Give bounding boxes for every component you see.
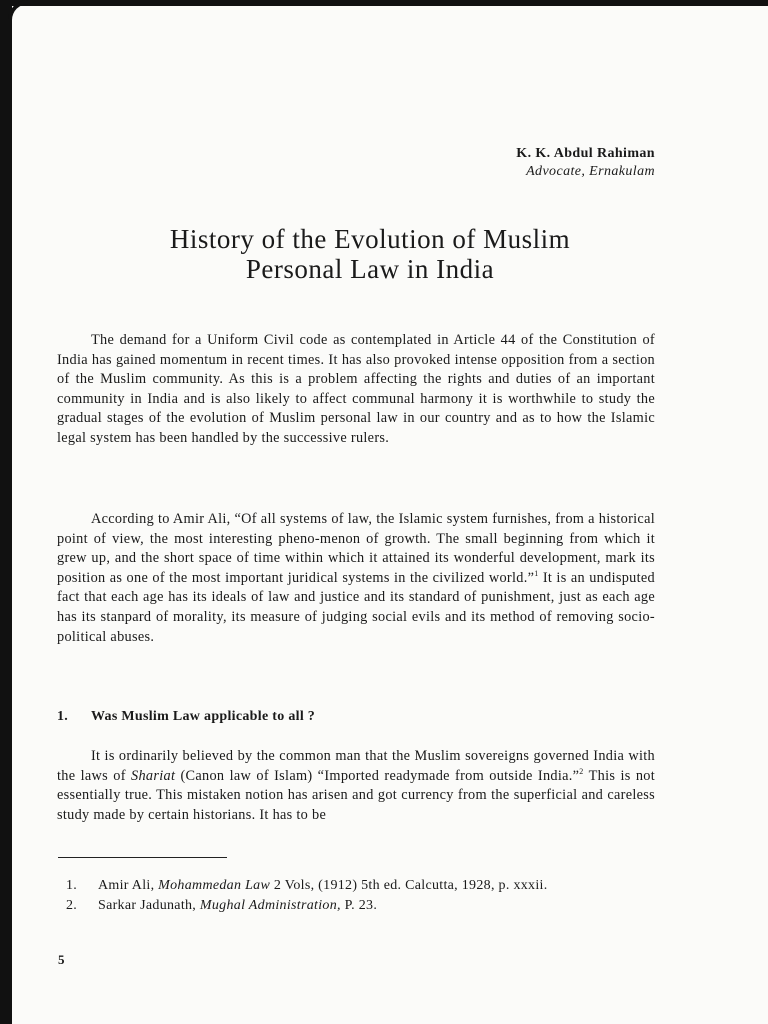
paragraph-1: The demand for a Uniform Civil code as contemplated in Article 44 of the Constitution of India has gained momentum in recent times. It has also provoked intense opposition from a section of the Muslim community. As this is a problem affecting the rights and duties of an important community in India and is also likely to affect communal harmony it is worthwhile to study the gradual stages of the evolution of Muslim personal law in our country and as to how the Islamic legal system has been handled by the successive rulers. [57, 332, 655, 446]
footnote-details: 2 Vols, (1912) 5th ed. Calcutta, 1928, p. xxxii. [270, 878, 548, 893]
footnote-text [98, 877, 666, 894]
footnotes [66, 877, 666, 917]
footnote-2 [66, 897, 666, 914]
scan-edge-top [0, 0, 768, 6]
title-line-2: Personal Law in India [245, 254, 495, 284]
paragraph-3 [57, 747, 655, 825]
author-block [516, 146, 655, 180]
section-number: 1. [57, 709, 69, 724]
footnote-number: 2. [66, 898, 78, 913]
paragraph-2 [57, 510, 655, 647]
footnote-number: 1. [66, 878, 78, 893]
footnote-author: Sarkar Jadunath, [98, 898, 200, 913]
footnote-work-title: Mughal Administration, [199, 898, 341, 913]
footnote-details: P. 23. [340, 898, 378, 913]
paragraph-2-part-b: It is an undisputed fact that each age has its ideals of law and justice and its standard of punishment, just as each age has its stanpard of morality, its measure of judging social evils and its method of removing socio-political abuses. [57, 569, 655, 645]
footnote-divider [58, 857, 227, 858]
footnote-1 [66, 877, 666, 894]
paragraph-3-part-c: This is not essentially true. This mistaken notion has arisen and got currency from the superficial and careless study made by certain historians. It has to be [57, 767, 655, 823]
footnote-work-title: Mohammedan Law [158, 878, 271, 893]
footnote-ref-2: 2 [579, 766, 584, 776]
footnote-ref-1: 1 [534, 569, 539, 579]
footnote-text [98, 897, 666, 914]
title-line-1: History of the Evolution of Muslim [169, 224, 571, 254]
paragraph-3-part-a: It is ordinarily believed by the common man that the Muslim sovereigns governed India with the laws of [57, 748, 655, 784]
paragraph-2-part-a: According to Amir Ali, “Of all systems of law, the Islamic system furnishes, from a historical point of view, the most interesting pheno-menon of growth. The small beginning from which it grew up, and the short space of time within which it attained its wonderful development, mark its position as one of the most important juridical systems in the civilized world.” [57, 511, 655, 586]
paragraph-3-part-b: (Canon law of Islam) “Imported readymade from outside India.” [175, 767, 580, 784]
footnote-author: Amir Ali, [98, 878, 159, 893]
article-title [60, 224, 680, 284]
author-affiliation: Advocate, Ernakulam [526, 164, 655, 179]
section-title: Was Muslim Law applicable to all ? [91, 709, 316, 724]
scan-edge-left [0, 0, 12, 1024]
paragraph-3-italic: Shariat [131, 767, 176, 784]
author-name: K. K. Abdul Rahiman [516, 146, 655, 161]
page-number: 5 [58, 952, 65, 967]
section-heading [57, 709, 315, 725]
